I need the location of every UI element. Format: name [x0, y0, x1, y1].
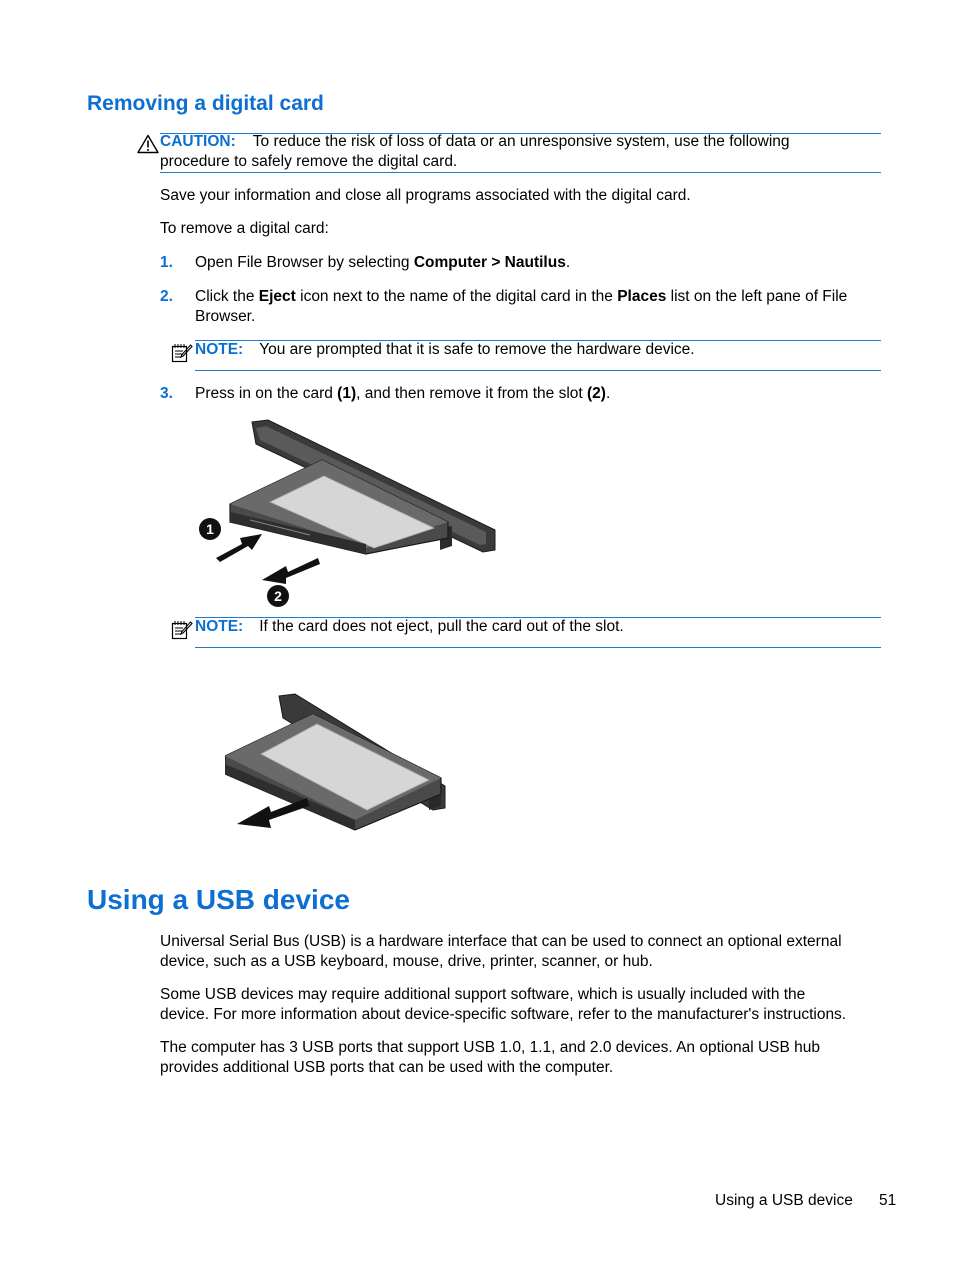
note2-label: NOTE:: [195, 618, 244, 635]
note1-bottom-rule: [195, 370, 881, 371]
section-heading-usb: Using a USB device: [87, 884, 350, 915]
step-3-text: Press in on the card (1), and then remove it from the slot (2).: [195, 385, 611, 402]
illustration-pull-card: [225, 690, 455, 840]
footer-section-title: Using a USB device: [715, 1192, 853, 1209]
callout-1: 1: [206, 521, 214, 537]
step-3-number: 3.: [160, 385, 173, 402]
note-icon: [171, 619, 193, 641]
note1-label: NOTE:: [195, 341, 244, 358]
usb-paragraph-3: The computer has 3 USB ports that support USB 1.0, 1.1, and 2.0 devices. An optional USB hub provides additional USB ports that can be used with the computer.: [160, 1039, 820, 1076]
section-heading-removing: Removing a digital card: [87, 92, 324, 115]
footer-page-number: 51: [879, 1192, 897, 1209]
caution-label: CAUTION:: [160, 133, 236, 150]
note2-bottom-rule: [195, 647, 881, 648]
note2-text: NOTE: If the card does not eject, pull the card out of the slot.: [195, 618, 624, 635]
note-icon: [171, 342, 193, 364]
usb-paragraph-2: Some USB devices may require additional support software, which is usually included with the device. For more information about device-specific software, refer to the manufacturer's instructions.: [160, 986, 847, 1023]
warning-icon: [137, 134, 159, 154]
step-1-number: 1.: [160, 254, 173, 271]
illustration-insert-remove-card: [190, 418, 500, 613]
callout-2: 2: [274, 588, 282, 604]
step-1-text: Open File Browser by selecting Computer > Nautilus.: [195, 254, 571, 271]
usb-paragraph-1: Universal Serial Bus (USB) is a hardware interface that can be used to connect an optional external device, such as a USB keyboard, mouse, drive, printer, scanner, or hub.: [160, 933, 842, 970]
paragraph-save: Save your information and close all programs associated with the digital card.: [160, 187, 691, 204]
note1-text: NOTE: You are prompted that it is safe to remove the hardware device.: [195, 341, 695, 358]
caution-text: CAUTION: To reduce the risk of loss of data or an unresponsive system, use the following procedure to safely remove the digital card.: [160, 133, 790, 170]
caution-bottom-rule: [160, 172, 881, 173]
step-2-text: Click the Eject icon next to the name of the digital card in the Places list on the left pane of File Browser.: [195, 288, 848, 325]
paragraph-to-remove: To remove a digital card:: [160, 220, 329, 237]
step-2-number: 2.: [160, 288, 173, 305]
